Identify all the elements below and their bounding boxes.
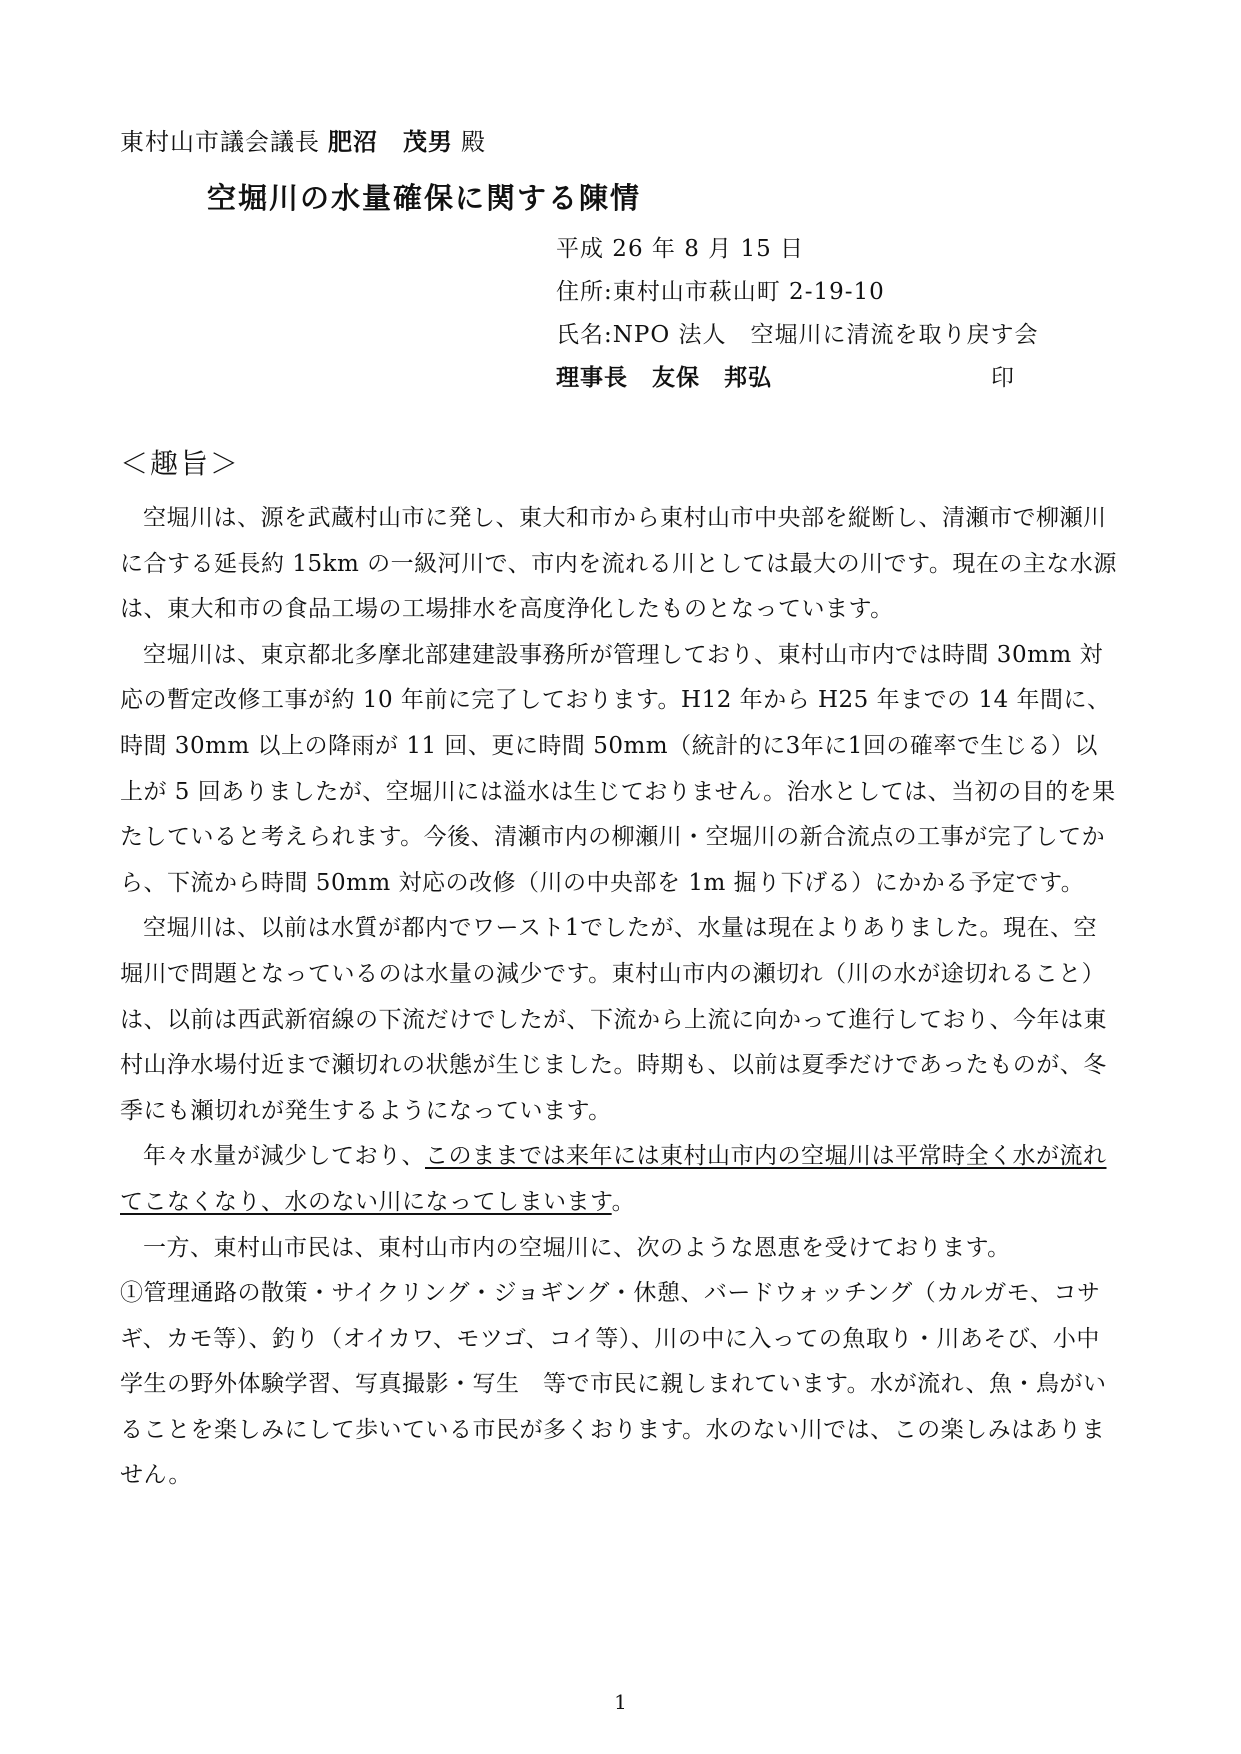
addressee-honorific: 殿 — [461, 128, 486, 156]
seal-mark: 印 — [991, 365, 1015, 391]
petitioner-address: 住所:東村山市萩山町 2-19-10 — [556, 279, 885, 305]
addressee-org: 東村山市議会議長 — [120, 128, 320, 156]
body-paragraph-6: ①管理通路の散策・サイクリング・ジョギング・休憩、バードウォッチング（カルガモ、コサギ、カモ等）、釣り（オイカワ、モツゴ、コイ等）、川の中に入っての魚取り・川あそび、小中学生の野外体験学習、写真撮影・写生 等で市民に親しまれています。水が流れ、魚・鳥がいることを楽しみにして歩いている市民が多くおります。水のない川では、この楽しみはありません。 — [120, 1280, 1107, 1489]
page-number: 1 — [614, 1690, 627, 1714]
body-paragraph-1: 空堀川は、源を武蔵村山市に発し、東大和市から東村山市中央部を縦断し、清瀬市で柳瀬川に合する延長約 15km の一級河川で、市内を流れる川としては最大の川です。現在の主な水源は、東大和市の食品工場の工場排水を高度浄化したものとなっています。 — [120, 505, 1117, 623]
section-heading: ＜趣旨＞ — [120, 447, 241, 480]
addressee-line — [120, 122, 486, 157]
petitioner-name: 氏名:NPO 法人 空堀川に清流を取り戻す会 — [556, 322, 1039, 348]
representative-line — [556, 357, 1116, 400]
paragraph-4-underlined: このままでは来年には東村山市内の空堀川は平常時全く水が流れてこなくなり、水のない川になってしまいます — [120, 1143, 1107, 1215]
petitioner-info — [556, 228, 1116, 400]
body-paragraph-4 — [120, 1134, 1120, 1225]
body-paragraph-2: 空堀川は、東京都北多摩北部建建設事務所が管理しており、東村山市内では時間 30mm 対応の暫定改修工事が約 10 年前に完了しております。H12 年から H25 年までの 14 年間に、時間 30mm 以上の降雨が 11 回、更に時間 50mm（統計的に3年に1回の確率で生じる）以上が 5 回ありましたが、空堀川には溢水は生じておりません。治水としては、当初の目的を果たしていると考えられます。今後、清瀬市内の柳瀬川・空堀川の新合流点の工事が完了してから、下流から時間 50mm 対応の改修（川の中央部を 1m 掘り下げる）にかかる予定です。 — [120, 641, 1116, 896]
addressee-name: 肥沼 茂男 — [328, 128, 453, 156]
body-paragraph-5: 一方、東村山市民は、東村山市内の空堀川に、次のような恩恵を受けております。 — [143, 1234, 1011, 1261]
body-paragraph-3: 空堀川は、以前は水質が都内でワースト1でしたが、水量は現在よりありました。現在、空堀川で問題となっているのは水量の減少です。東村山市内の瀬切れ（川の水が途切れること）は、以前は西武新宿線の下流だけでしたが、下流から上流に向かって進行しており、今年は東村山浄水場付近まで瀬切れの状態が生じました。時期も、以前は夏季だけであったものが、冬季にも瀬切れが発生するようになっています。 — [120, 915, 1107, 1124]
document-title: 空堀川の水量確保に関する陳情 — [207, 181, 642, 215]
paragraph-4-end: 。 — [611, 1188, 636, 1215]
paragraph-4-start: 年々水量が減少しており、 — [143, 1143, 425, 1170]
representative-name: 理事長 友保 邦弘 — [556, 365, 772, 391]
petition-date: 平成 26 年 8 月 15 日 — [556, 236, 805, 262]
document-body — [120, 496, 1120, 1499]
